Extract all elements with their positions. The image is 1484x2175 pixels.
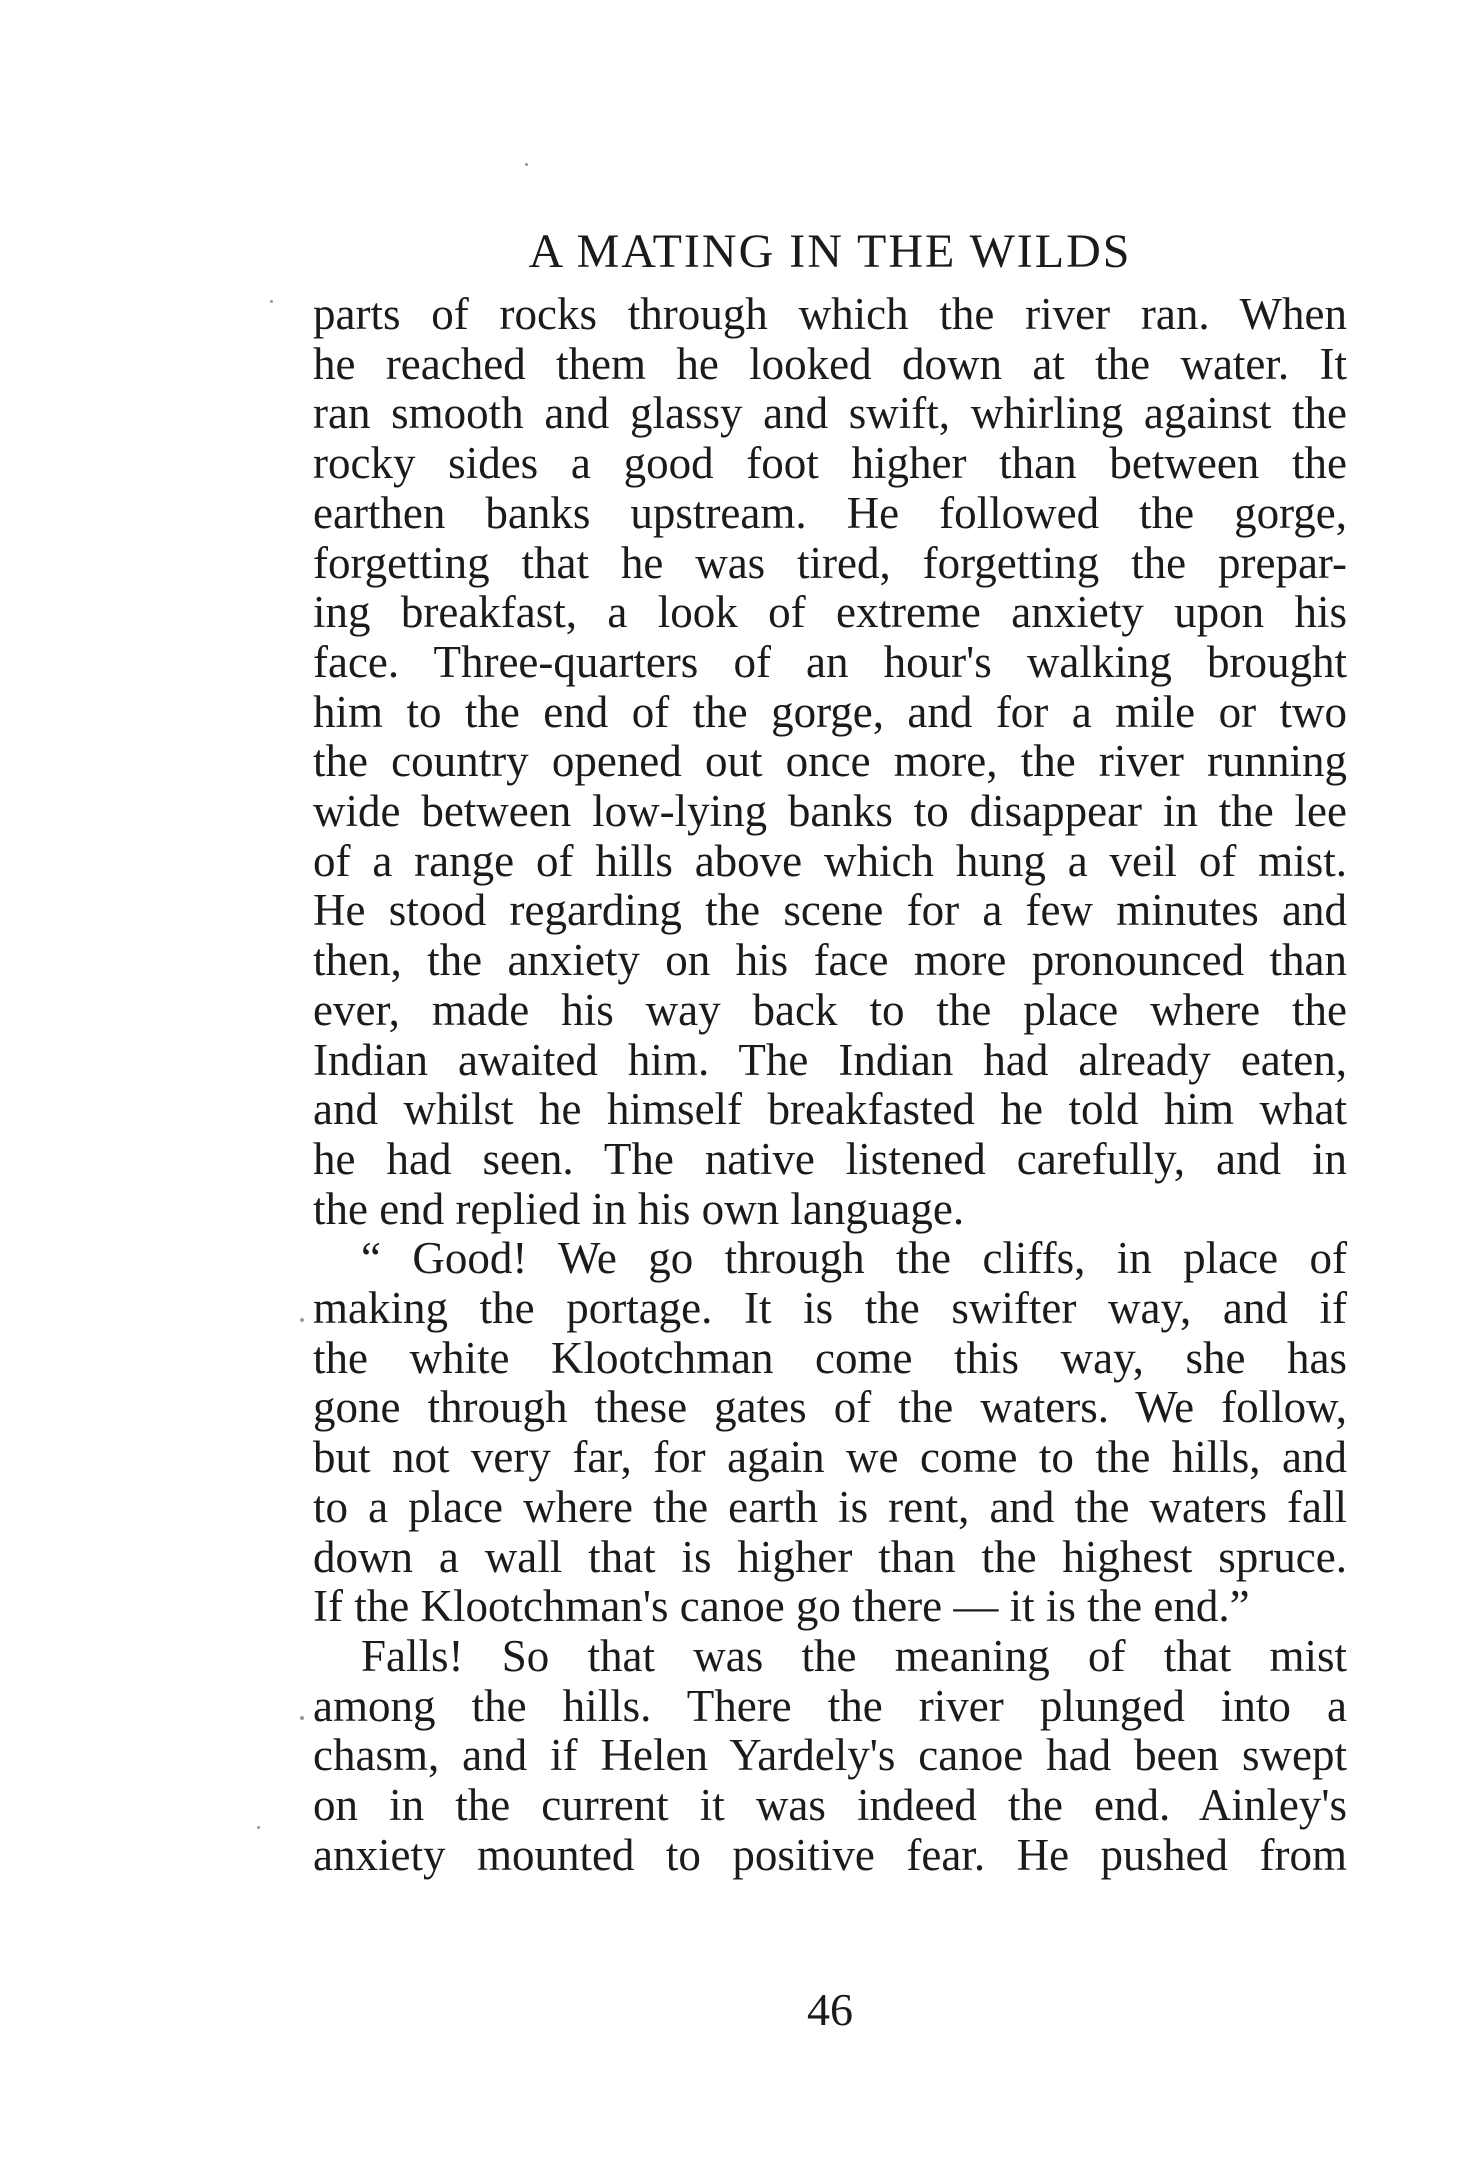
paragraph	[313, 1632, 1347, 1881]
page-speck	[300, 1716, 304, 1720]
body-text	[313, 290, 1347, 1881]
text-line: ran smooth and glassy and swift, whirling against the	[313, 388, 1347, 439]
text-line: him to the end of the gorge, and for a mile or two	[313, 686, 1347, 737]
text-line: Falls! So that was the meaning of that mist	[361, 1630, 1347, 1681]
text-line: the country opened out once more, the river running	[313, 736, 1347, 787]
text-line: rocky sides a good foot higher than between the	[313, 438, 1347, 489]
paragraph	[313, 290, 1347, 1234]
text-line: then, the anxiety on his face more pronounced than	[313, 935, 1347, 986]
text-line: he reached them he looked down at the water. It	[313, 338, 1347, 389]
text-line: on in the current it was indeed the end. Ainley's	[313, 1780, 1347, 1831]
text-line: “ Good! We go through the cliffs, in place of	[361, 1233, 1347, 1284]
text-line: Indian awaited him. The Indian had already eaten,	[313, 1034, 1347, 1085]
page-speck	[300, 1318, 304, 1322]
text-line: earthen banks upstream. He followed the gorge,	[313, 487, 1347, 538]
text-line: ing breakfast, a look of extreme anxiety upon his	[313, 587, 1347, 638]
text-line: face. Three-quarters of an hour's walking brought	[313, 636, 1347, 687]
text-line: of a range of hills above which hung a veil of mist.	[313, 835, 1347, 886]
text-line: the white Klootchman come this way, she has	[313, 1332, 1347, 1383]
text-line: he had seen. The native listened carefully, and in	[313, 1133, 1347, 1184]
text-line: down a wall that is higher than the highest spruce.	[313, 1531, 1347, 1582]
text-line: parts of rocks through which the river ran. When	[313, 289, 1347, 339]
page-speck	[257, 1826, 260, 1829]
running-head: A MATING IN THE WILDS	[528, 225, 1132, 278]
text-line: the end replied in his own language.	[313, 1183, 965, 1234]
text-line: wide between low-lying banks to disappear in the lee	[313, 786, 1347, 837]
text-line: anxiety mounted to positive fear. He pushed from	[313, 1829, 1347, 1880]
text-line: He stood regarding the scene for a few minutes and	[313, 885, 1347, 936]
text-line: chasm, and if Helen Yardely's canoe had been swept	[313, 1730, 1347, 1781]
text-line: making the portage. It is the swifter way, and if	[313, 1283, 1347, 1334]
text-line: to a place where the earth is rent, and the waters fall	[313, 1481, 1347, 1532]
text-line: and whilst he himself breakfasted he told him what	[313, 1084, 1347, 1135]
text-line: forgetting that he was tired, forgetting the prepar-	[313, 537, 1347, 588]
text-line: but not very far, for again we come to the hills, and	[313, 1432, 1347, 1483]
page-speck	[270, 300, 273, 303]
text-line: ever, made his way back to the place where the	[313, 984, 1347, 1035]
paragraph	[313, 1234, 1347, 1632]
text-line: gone through these gates of the waters. We follow,	[313, 1382, 1347, 1433]
text-line: among the hills. There the river plunged into a	[313, 1680, 1347, 1731]
text-line: If the Klootchman's canoe go there — it is the end.”	[313, 1581, 1250, 1632]
page-speck	[525, 163, 528, 166]
page-number: 46	[807, 1984, 853, 2035]
